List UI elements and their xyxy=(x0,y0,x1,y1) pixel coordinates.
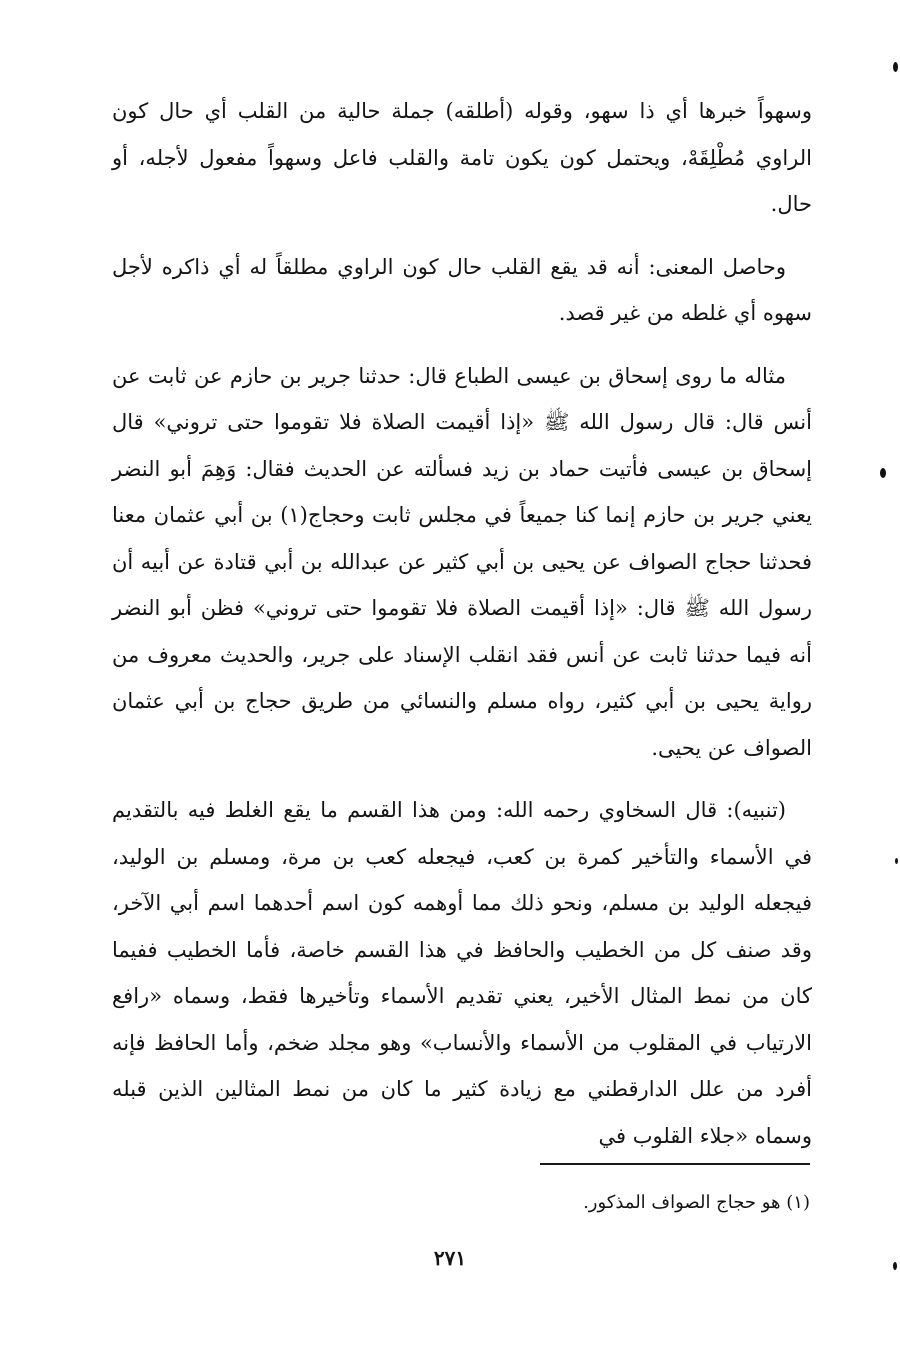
scan-edge-mark xyxy=(880,468,886,478)
scan-edge-mark xyxy=(893,1262,897,1270)
page-body xyxy=(112,88,812,1175)
paragraph-2: وحاصل المعنى: أنه قد يقع القلب حال كون الراوي مطلقاً له أي ذاكره لأجل سهوه أي غلطه من غير قصد. xyxy=(112,254,812,325)
paragraph-1: وسهواً خبرها أي ذا سهو، وقوله (أطلقه) جملة حالية من القلب أي حال كون الراوي مُطْلِقَهْ، ويحتمل كون يكون تامة والقلب فاعل وسهواً مفعول لأجله، أو حال. xyxy=(112,99,812,216)
footnote: (١) هو حجاج الصواف المذكور. xyxy=(583,1192,810,1213)
paragraph-4: (تنبيه): قال السخاوي رحمه الله: ومن هذا القسم ما يقع الغلط فيه بالتقديم في الأسماء والتأخير كمرة بن كعب، فيجعله كعب بن مرة، ومسلم بن الوليد، فيجعله الوليد بن مسلم، ونحو ذلك مما أوهمه كون اسم أحدهما اسم أبي الآخر، وقد صنف كل من الخطيب والحافظ في هذا القسم خاصة، فأما الخطيب ففيما كان من نمط المثال الأخير، يعني تقديم الأسماء وتأخيرها فقط، وسماه «رافع الارتياب في المقلوب من الأسماء والأنساب» وهو مجلد ضخم، وأما الحافظ فإنه أفرد من علل الدارقطني مع زيادة كثير ما كان من نمط المثالين الذين قبله وسماه «جلاء القلوب في xyxy=(112,798,812,1148)
scan-edge-mark xyxy=(895,858,898,864)
scan-edge-mark xyxy=(893,62,898,72)
page-number: ٢٧١ xyxy=(433,1246,467,1270)
footnote-divider xyxy=(540,1163,810,1165)
paragraph-3: مثاله ما روى إسحاق بن عيسى الطباع قال: حدثنا جرير بن حازم عن ثابت عن أنس قال: قال رسول الله ﷺ «إذا أقيمت الصلاة فلا تقوموا حتى تروني» قال إسحاق بن عيسى فأتيت حماد بن زيد فسألته عن الحديث فقال: وَهِمَ أبو النضر يعني جرير بن حازم إنما كنا جميعاً في مجلس ثابت وحجاج(١) بن أبي عثمان معنا فحدثنا حجاج الصواف عن يحيى بن أبي كثير عن عبدالله بن أبي قتادة عن أبيه أن رسول الله ﷺ قال: «إذا أقيمت الصلاة فلا تقوموا حتى تروني» فظن أبو النضر أنه فيما حدثنا ثابت عن أنس فقد انقلب الإسناد على جرير، والحديث معروف من رواية يحيى بن أبي كثير، رواه مسلم والنسائي من طريق حجاج بن أبي عثمان الصواف عن يحيى. xyxy=(112,363,812,760)
